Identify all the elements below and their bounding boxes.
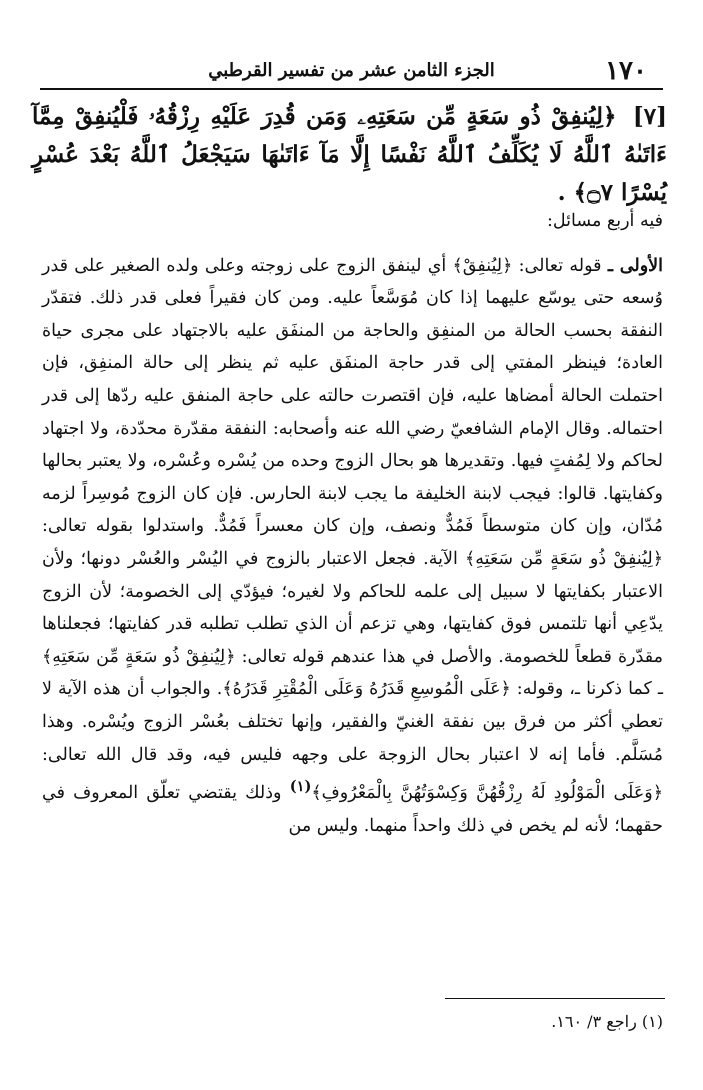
verse-number: [٧]: [632, 103, 668, 130]
body-text: [42, 205, 663, 842]
intro-line: فيه أربع مسائل:: [547, 211, 663, 231]
issue-lead: الأولى ـ: [607, 255, 663, 276]
footnote-rule: [445, 998, 665, 999]
header-rule: [40, 88, 663, 90]
footnote: (١) راجع ٣/ ١٦٠.: [551, 1012, 663, 1031]
footnote-marker: (١): [289, 778, 312, 796]
verse-text: ﴿لِيُنفِقْ ذُو سَعَةٍ مِّن سَعَتِهِۦ وَمَن قُدِرَ عَلَيْهِ رِزْقُهُۥ فَلْيُنفِقْ مِمَّآ ءَاتَىٰهُ ٱللَّهُ لَا يُكَلِّفُ ٱللَّهُ نَفْسًا إِلَّا مَآ ءَاتَىٰهَا سَيَجْعَلُ ٱللَّهُ بَعْدَ عُسْرٍ يُسْرًا ۝٧﴾ .: [32, 103, 667, 206]
paragraph-text: قوله تعالى: ﴿لِيُنفِقْ﴾ أي لينفق الزوج على زوجته وعلى ولده الصغير على قدر وُسعه حتى يوسّع عليهما إذا كان مُوَسَّعاً عليه. ومن كان فقيراً فعلى قدر ذلك. فتقدّر النفقة بحسب الحالة من المنفِق والحاجة من المنفَق عليه بالاجتهاد على مجرى حياة العادة؛ فينظر المفتي إلى قدر حاجة المنفَق عليه ثم ينظر إلى حالة المنفِق، فإن احتملت الحالة أمضاها عليه، فإن اقتصرت حالته على حاجة المنفق عليه ردّها إلى قدر احتماله. وقال الإمام الشافعيّ رضي الله عنه وأصحابه: النفقة مقدّرة محدّدة، ولا اجتهاد لحاكم ولا لِمُفتٍ فيها. وتقديرها هو بحال الزوج وحده من يُسْره وعُسْره، ولا يعتبر بحالها وكفايتها. قالوا: فيجب لابنة الخليفة ما يجب لابنة الحارس. فإن كان الزوج مُوسِراً لزمه مُدّان، وإن كان متوسطاً فَمُدٌّ ونصف، وإن كان معسراً فَمُدٌّ. واستدلوا بقوله تعالى: ﴿لِيُنفِقْ ذُو سَعَةٍ مِّن سَعَتِهِ﴾ الآية. فجعل الاعتبار بالزوج في اليُسْر والعُسْر دونها؛ ولأن الاعتبار بكفايتها لا سبيل إلى علمه للحاكم ولا لغيره؛ فيؤدّي إلى الخصومة؛ لأن الزوج يدّعِي أنها تلتمس فوق كفايتها، وهي تزعم أن الذي تطلب تطلبه قدر كفايتها؛ فجعلناها مقدّرة قطعاً للخصومة. والأصل في هذا عندهم قوله تعالى: ﴿لِيُنفِقْ ذُو سَعَةٍ مِّن سَعَتِهِ﴾ ـ كما ذكرنا ـ، وقوله: ﴿عَلَى الْمُوسِعِ قَدَرُهُ وَعَلَى الْمُقْتِرِ قَدَرُهُ﴾. والجواب أن هذه الآية لا تعطي أكثر من فرق بين نفقة الغنيّ والفقير، وإنها تختلف بعُسْر الزوج ويُسْره. وهذا مُسَلَّم. فأما إنه لا اعتبار بحال الزوجة على وجهه فليس فيه، وقد قال الله تعالى: ﴿وَعَلَى الْمَوْلُودِ لَهُ رِزْقُهُنَّ وَكِسْوَتُهُنَّ بِالْمَعْرُوفِ﴾: [42, 255, 663, 803]
page-header: [40, 56, 663, 86]
running-title: الجزء الثامن عشر من تفسير القرطبي: [208, 60, 495, 81]
paragraph-first-issue: [42, 250, 663, 843]
quran-verse: [32, 98, 667, 212]
paragraph-tail: وذلك يقتضي تعلّق المعروف في حقهما؛ لأنه لم يخص في ذلك واحداً منهما. وليس من: [42, 782, 663, 836]
page-number: ١٧٠: [605, 56, 647, 86]
